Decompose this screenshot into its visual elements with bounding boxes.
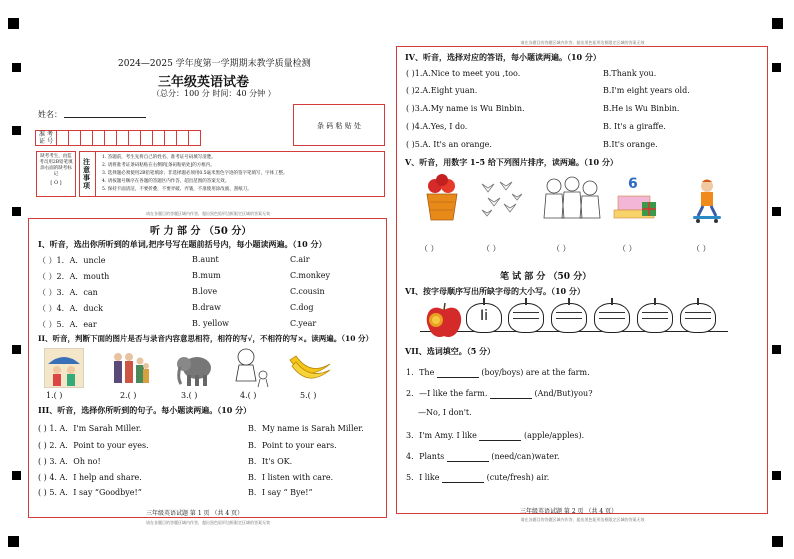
q1-option-b[interactable]: B.draw [192, 303, 221, 312]
q7-blank[interactable] [447, 454, 489, 462]
q4-option-b[interactable]: B. It's a giraffe. [603, 122, 666, 131]
picture-girl-drawing [230, 345, 272, 389]
q2-bracket[interactable]: 2.( ) [120, 391, 137, 400]
area-notice: 请在各题目的答题区域内作答，超出黑色矩形边框限定区域的答案无效 [520, 517, 645, 522]
ticket-number-grid[interactable] [36, 130, 201, 148]
q6-title: VI、按字母顺序写出所缺字母的大小写。（10 分） [405, 286, 585, 296]
q4-option-a[interactable]: ( )5.A. It's an orange. [406, 140, 492, 149]
q7-item: —No, I don't. [418, 408, 472, 417]
notice-list: 1. 答题前，考生先将自己的姓名、准考证号码填写清楚。 2. 请将准考证条码粘贴在右侧的[条码粘贴处]的方框内。 3. 选择题必须使用2B铅笔填涂；非选择题必须用0.5毫米黑色字迹的签字笔填写，字体工整。 4. 请按题号顺序在各题的答题区内作答，超出范围的答案无效。 5. 保持卡面清洁，不要折叠，不要弄破、弄皱，不准使用涂改液、刮纸刀。 [102, 155, 288, 192]
absent-note: 缺考考生，由监考员用2B铅笔填涂右面的缺考标记 [39, 154, 73, 177]
timing-mark [12, 345, 21, 354]
corner-mark [772, 536, 783, 547]
q1-option-b[interactable]: B. yellow [192, 319, 229, 328]
corner-mark [8, 18, 19, 29]
picture-skateboard-boy [690, 178, 724, 224]
q3-title: III、听音，选择你所听到的句子。每小题读两遍。（10 分） [38, 405, 252, 415]
writing-part-title: 笔 试 部 分 （50 分） [500, 272, 592, 282]
q7-blank[interactable] [490, 391, 532, 399]
corner-mark [772, 18, 783, 29]
q3-option-a[interactable]: ( ) 3. A．Oh no! [38, 457, 101, 466]
q7-item: 4．Plants (need/can)water. [406, 452, 560, 461]
picture-birthday-cake [610, 172, 658, 222]
name-line[interactable] [64, 117, 146, 118]
q1-option-b[interactable]: B.aunt [192, 255, 219, 264]
q3-option-a[interactable]: ( ) 2. A．Point to your eyes. [38, 441, 149, 450]
q1-option-c[interactable]: C.cousin [290, 287, 325, 296]
notice-label: 注意事项 [83, 157, 90, 190]
q2-bracket[interactable]: 3.( ) [181, 391, 198, 400]
q7-blank[interactable] [437, 370, 479, 378]
q5-bracket[interactable]: （ ） [618, 244, 637, 253]
timing-mark [12, 63, 21, 72]
timing-mark [772, 345, 781, 354]
q3-option-b[interactable]: B．I say “ Bye!” [248, 488, 313, 497]
notice-box [79, 151, 385, 197]
q4-title: IV、听音，选择对应的答语，每小题读两遍。（10 分） [405, 52, 601, 62]
q4-option-a[interactable]: ( )4.A.Yes, I do. [406, 122, 468, 131]
picture-birds [478, 176, 524, 220]
q1-option-c[interactable]: C.year [290, 319, 317, 328]
q1-row: （ ）4．A．duck [38, 304, 104, 313]
page-footer-2: 三年级英语试题 第 2 页 （共 4 页） [520, 508, 618, 515]
apple-writing-box[interactable] [680, 303, 716, 333]
q4-option-b[interactable]: B.Thank you. [603, 69, 657, 78]
area-notice: 请在各题目的答题区域内作答，超出黑色矩形边框限定区域的答案无效 [146, 520, 270, 525]
absent-mark[interactable]: [ O ] [50, 180, 62, 186]
q7-blank[interactable] [442, 475, 484, 483]
apple-writing-box[interactable] [466, 303, 502, 333]
area-notice: 请在各题目的答题区域内作答，超出黑色矩形边框限定区域的答案无效 [146, 211, 270, 216]
q5-bracket[interactable]: （ ） [420, 244, 439, 253]
q4-option-a[interactable]: ( )2.A.Eight yuan. [406, 86, 478, 95]
q3-option-b[interactable]: B．My name is Sarah Miller. [248, 424, 364, 433]
q7-item: 2．—I like the farm. (And/But)you? [406, 389, 593, 398]
q1-title: I、听音，选出你所听到的单词,把序号写在题前括号内，每小题读两遍。（10 分） [38, 239, 327, 249]
q4-option-b[interactable]: B.I'm eight years old. [603, 86, 690, 95]
q1-option-c[interactable]: C.dog [290, 303, 314, 312]
q7-item: 3．I'm Amy. I like (apple/apples). [406, 431, 585, 440]
timing-mark [772, 207, 781, 216]
q4-option-b[interactable]: B.It's orange. [603, 140, 658, 149]
ticket-digit-cell[interactable] [188, 130, 201, 146]
timing-mark [12, 471, 21, 480]
apple-writing-box[interactable] [637, 303, 673, 333]
picture-children [540, 174, 604, 224]
picture-family-umbrella [44, 348, 84, 388]
apple-letter: Ii [479, 308, 489, 324]
q4-option-a[interactable]: ( )3.A.My name is Wu Binbin. [406, 104, 525, 113]
q4-option-b[interactable]: B.He is Wu Binbin. [603, 104, 680, 113]
corner-mark [8, 536, 19, 547]
q1-option-c[interactable]: C.air [290, 255, 310, 264]
listening-part-title: 听 力 部 分 （50 分） [150, 226, 252, 237]
apple-writing-box[interactable] [594, 303, 630, 333]
q4-option-a[interactable]: ( )1.A.Nice to meet you ,too. [406, 69, 521, 78]
page-footer-1: 三年级英语试题 第 1 页 （共 4 页） [146, 510, 244, 517]
timing-mark [12, 207, 21, 216]
q3-option-a[interactable]: ( ) 1. A．I'm Sarah Miller. [38, 424, 142, 433]
q7-blank[interactable] [479, 433, 521, 441]
absent-box [36, 151, 76, 197]
q1-option-b[interactable]: B.mum [192, 271, 221, 280]
exam-year: 2024—2025 学年度第一学期期末教学质量检测 [118, 59, 311, 69]
picture-banana [288, 350, 332, 384]
q2-bracket[interactable]: 5.( ) [300, 391, 317, 400]
picture-elephant [175, 348, 215, 388]
name-label: 姓名： [38, 110, 62, 119]
apple-lion-icon [424, 302, 464, 340]
apple-writing-box[interactable] [508, 303, 544, 333]
q1-row: （ ）5．A．ear [38, 320, 97, 329]
picture-family [110, 348, 150, 388]
q5-bracket[interactable]: （ ） [552, 244, 571, 253]
q1-option-b[interactable]: B.love [192, 287, 218, 296]
q3-option-a[interactable]: ( ) 5. A．I say “Goodbye!” [38, 488, 142, 497]
q1-row: （ ）2．A．mouth [38, 272, 110, 281]
timing-mark [772, 471, 781, 480]
q5-title: V、听音，用数字 1–5 给下列图片排序，读两遍。（10 分） [405, 157, 618, 167]
area-notice: 请在各题目的答题区域内作答，超出黑色矩形边框限定区域的答案无效 [520, 40, 645, 45]
q3-option-b[interactable]: B．It's OK. [248, 457, 293, 466]
q1-row: （ ）3．A．can [38, 288, 98, 297]
q3-option-b[interactable]: B．Point to your ears. [248, 441, 337, 450]
q2-bracket[interactable]: 1.( ) [46, 391, 63, 400]
q1-row: （ ）1．A．uncle [38, 256, 106, 265]
q7-title: VII、选词填空。（5 分） [405, 346, 496, 356]
q2-bracket[interactable]: 4.( ) [240, 391, 257, 400]
q5-bracket[interactable]: （ ） [692, 244, 711, 253]
picture-fruit-basket [422, 174, 462, 222]
timing-mark [12, 126, 21, 135]
page-title: 三年级英语试卷 [158, 75, 250, 90]
q7-item: 5．I like (cute/fresh) air. [406, 473, 550, 482]
q1-option-c[interactable]: C.monkey [290, 271, 331, 280]
timing-mark [772, 63, 781, 72]
apple-writing-box[interactable] [551, 303, 587, 333]
barcode-box: 条 码 粘 贴 处 [293, 104, 385, 146]
ticket-label-cell: 准 考 证 号 [35, 130, 57, 146]
q3-option-b[interactable]: B．I listen with care. [248, 473, 334, 482]
q5-bracket[interactable]: （ ） [482, 244, 501, 253]
q3-option-a[interactable]: ( ) 4. A．I help and share. [38, 473, 142, 482]
q7-item: 1．The (boy/boys) are at the farm. [406, 368, 590, 377]
svg-text:6: 6 [628, 176, 638, 192]
score-info: （总分：100 分 时间：40 分钟 ） [152, 89, 276, 98]
q2-title: II、听音，判断下面的图片是否与录音内容意思相符，相符的写√，不相符的写×。读两遍。（10 分） [38, 334, 374, 343]
